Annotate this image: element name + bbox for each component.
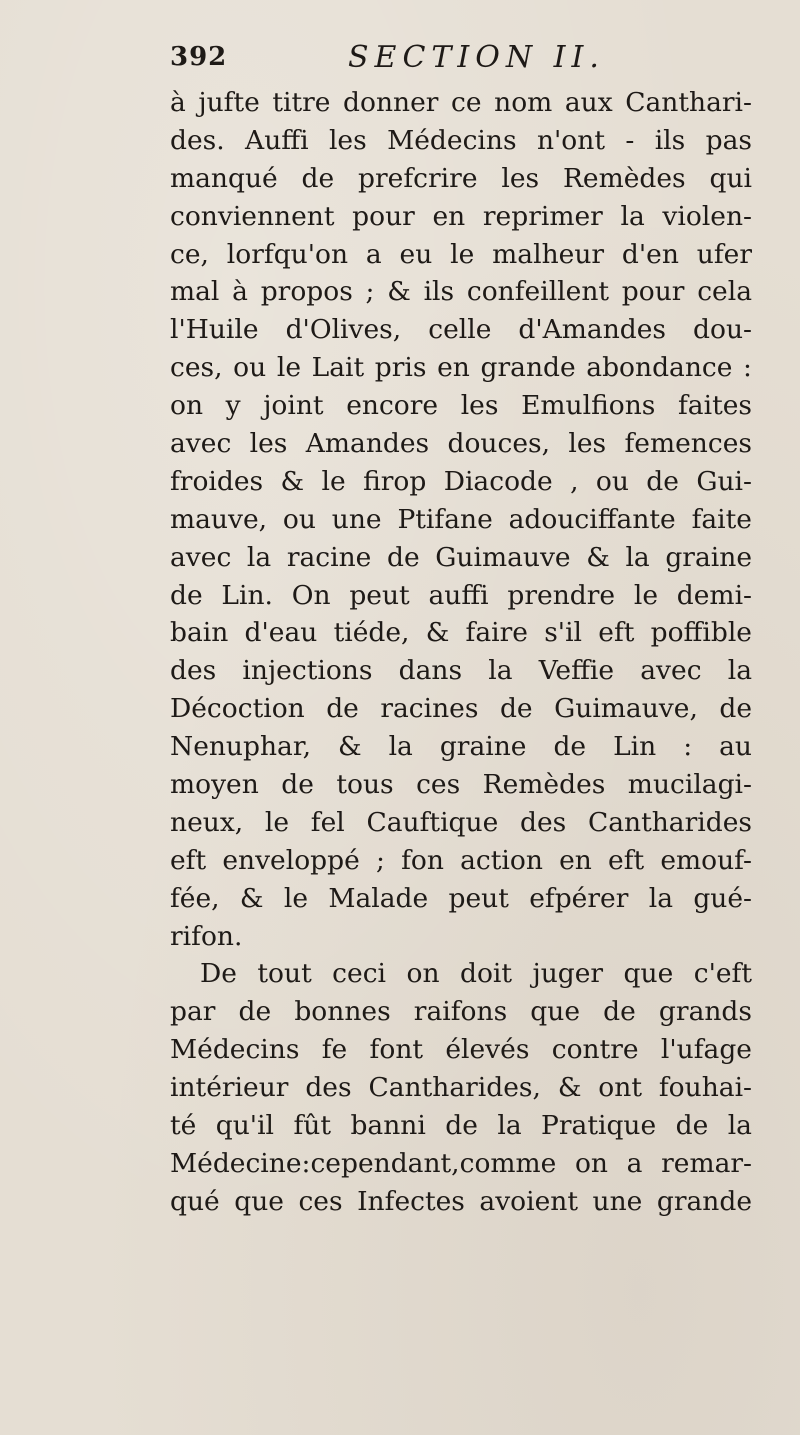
- text-line: Médecine:cependant,comme on a remar-: [170, 1147, 752, 1179]
- text-line: fée, & le Malade peut efpérer la gué-: [170, 882, 752, 914]
- text-line: bain d'eau tiéde, & faire s'il eft poffible: [170, 617, 752, 649]
- text-line: avec la racine de Guimauve & la graine: [170, 541, 752, 573]
- text-line: de Lin. On peut auffi prendre le demi-: [170, 579, 752, 611]
- text-line: à jufte titre donner ce nom aux Canthari-: [170, 87, 752, 118]
- text-line: neux, le fel Cauftique des Cantharides: [170, 806, 752, 838]
- text-line: conviennent pour en reprimer la violen-: [170, 200, 752, 232]
- text-line: eft enveloppé ; fon action en eft emouf-: [170, 844, 752, 876]
- text-line: par de bonnes raifons que de grands: [170, 996, 752, 1028]
- text-line: qué que ces Infectes avoient une grande: [170, 1185, 752, 1217]
- page-number: 392: [170, 42, 228, 72]
- text-line: froides & le firop Diacode , ou de Gui-: [170, 465, 752, 497]
- text-line: té qu'il fût banni de la Pratique de la: [170, 1110, 752, 1142]
- text-line: manqué de prefcrire les Remèdes qui: [170, 162, 752, 194]
- text-line: ces, ou le Lait pris en grande abondance :: [170, 352, 752, 384]
- text-line: Nenuphar, & la graine de Lin : au: [170, 731, 752, 763]
- text-line: mauve, ou une Ptifane adouciffante faite: [170, 503, 752, 535]
- text-line: ce, lorfqu'on a eu le malheur d'en ufer: [170, 238, 752, 270]
- running-head: SECTION II.: [348, 40, 605, 75]
- text-line: moyen de tous ces Remèdes mucilagi-: [170, 769, 752, 801]
- text-line: avec les Amandes douces, les femences: [170, 428, 752, 460]
- text-line: mal à propos ; & ils confeillent pour cela: [170, 276, 752, 308]
- page-header: [170, 40, 730, 84]
- body-text: [170, 84, 752, 1221]
- text-line: intérieur des Cantharides, & ont fouhai-: [170, 1072, 752, 1104]
- text-line: des. Auffi les Médecins n'ont - ils pas: [170, 124, 752, 156]
- text-line: Décoction de racines de Guimauve, de: [170, 693, 752, 725]
- text-line: des injections dans la Veffie avec la: [170, 655, 752, 687]
- paragraph-start-line: De tout ceci on doit juger que c'eft: [200, 958, 752, 990]
- text-line: l'Huile d'Olives, celle d'Amandes dou-: [170, 314, 752, 346]
- text-line: Médecins fe font élevés contre l'ufage: [170, 1034, 752, 1066]
- text-line: on y joint encore les Emulfions faites: [170, 390, 752, 422]
- paragraph-end-line: rifon.: [170, 920, 243, 952]
